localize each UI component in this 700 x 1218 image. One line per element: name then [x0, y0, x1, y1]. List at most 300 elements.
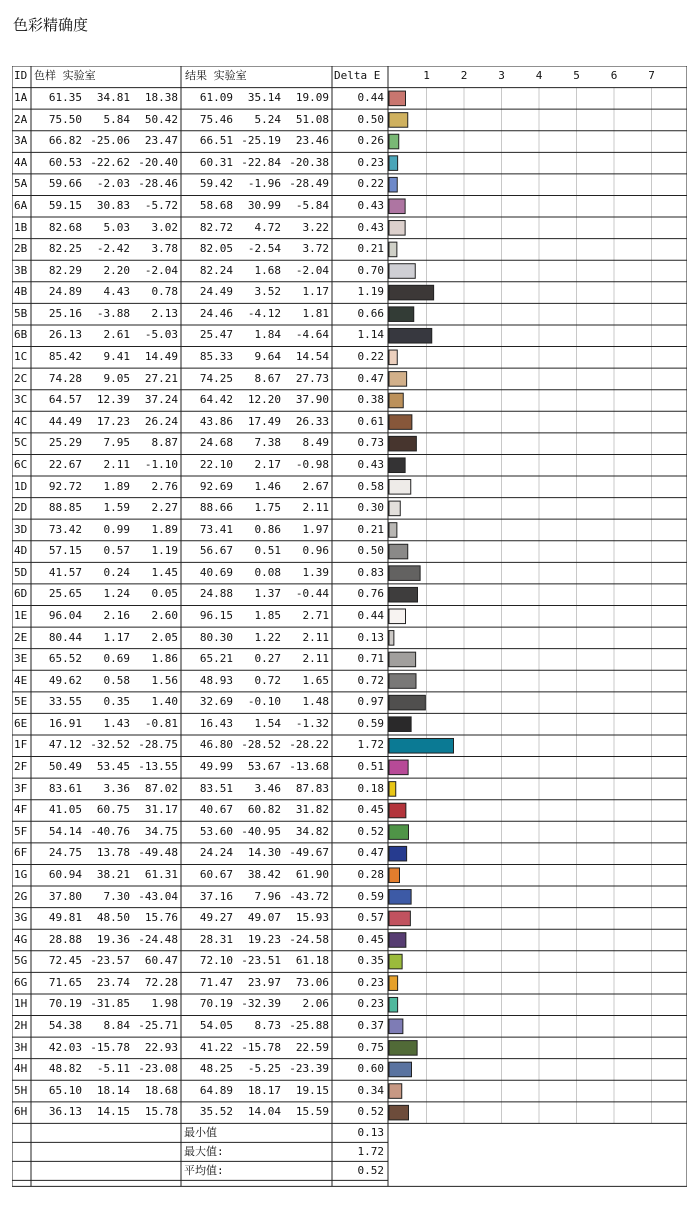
row-id: 4B	[14, 285, 28, 299]
row-id: 3G	[14, 911, 28, 925]
delta-bar	[389, 1041, 417, 1056]
sample-value: 44.49	[48, 414, 82, 428]
result-value: 2.11	[302, 630, 329, 644]
result-value: 35.14	[247, 91, 281, 105]
result-value: -5.84	[295, 198, 329, 212]
sample-value: 31.17	[144, 803, 178, 817]
delta-value: 0.75	[357, 1040, 384, 1054]
row-id: 6F	[14, 846, 28, 860]
summary-label: 平均值:	[184, 1163, 224, 1177]
delta-bar	[389, 285, 434, 300]
row-id: 3E	[14, 652, 28, 666]
sample-value: 9.05	[103, 371, 130, 385]
result-value: 2.06	[302, 997, 329, 1011]
result-value: 56.67	[199, 544, 233, 558]
result-value: 19.09	[295, 91, 329, 105]
axis-tick-label: 5	[573, 69, 580, 82]
axis-tick-label: 7	[648, 69, 655, 82]
result-value: 14.30	[247, 846, 281, 860]
delta-bar	[389, 566, 420, 581]
sample-value: 3.02	[151, 220, 178, 234]
result-value: 53.67	[247, 760, 281, 774]
result-value: 7.96	[254, 889, 281, 903]
result-value: 54.05	[199, 1019, 233, 1033]
sample-value: 1.89	[103, 479, 130, 493]
sample-value: 1.24	[103, 587, 130, 601]
delta-bar	[389, 782, 396, 797]
delta-bar	[389, 177, 397, 192]
result-value: 2.67	[302, 479, 329, 493]
sample-value: 8.87	[151, 436, 178, 450]
result-value: 1.81	[302, 306, 329, 320]
sample-value: 2.11	[103, 457, 130, 471]
sample-value: 60.94	[48, 867, 82, 881]
result-value: 23.46	[295, 134, 329, 148]
result-value: 32.69	[199, 695, 233, 709]
sample-value: 23.47	[144, 134, 178, 148]
sample-value: 82.68	[48, 220, 82, 234]
sample-value: 1.40	[151, 695, 178, 709]
axis-tick-label: 3	[498, 69, 505, 82]
sample-value: 0.24	[103, 565, 130, 579]
delta-value: 0.58	[357, 479, 384, 493]
sample-value: -20.40	[138, 155, 178, 169]
result-value: -0.98	[295, 457, 329, 471]
sample-value: 22.93	[144, 1040, 178, 1054]
row-id: 2B	[14, 242, 28, 256]
color-accuracy-chart	[12, 66, 687, 1198]
sample-value: 1.43	[103, 716, 130, 730]
delta-value: 0.22	[357, 350, 384, 364]
sample-value: 0.57	[103, 544, 130, 558]
summary-value: 0.13	[357, 1125, 384, 1139]
result-value: 4.72	[254, 220, 281, 234]
row-id: 3A	[14, 134, 28, 148]
sample-value: 5.03	[103, 220, 130, 234]
result-value: -22.84	[241, 155, 281, 169]
row-id: 4C	[14, 414, 28, 428]
result-value: 85.33	[199, 350, 233, 364]
result-value: 65.21	[199, 652, 233, 666]
row-id: 5C	[14, 436, 28, 450]
result-value: 23.97	[247, 975, 281, 989]
sample-value: 7.95	[103, 436, 130, 450]
result-value: 16.43	[199, 716, 233, 730]
delta-value: 0.44	[357, 91, 384, 105]
delta-value: 0.34	[357, 1083, 384, 1097]
sample-value: -23.08	[138, 1062, 178, 1076]
delta-bar	[389, 480, 411, 495]
result-value: 51.08	[295, 112, 329, 126]
delta-value: 0.72	[357, 673, 384, 687]
result-value: 61.90	[295, 867, 329, 881]
sample-value: 42.03	[48, 1040, 82, 1054]
sample-value: 0.99	[103, 522, 130, 536]
delta-bar	[389, 803, 406, 818]
row-id: 1F	[14, 738, 28, 752]
sample-value: 49.62	[48, 673, 82, 687]
result-value: 2.11	[302, 501, 329, 515]
row-id: 2A	[14, 112, 28, 126]
sample-value: 60.47	[144, 954, 178, 968]
delta-bar	[389, 674, 416, 689]
sample-value: 75.50	[48, 112, 82, 126]
sample-value: 57.15	[48, 544, 82, 558]
delta-value: 0.57	[357, 911, 384, 925]
delta-bar	[389, 695, 425, 710]
result-value: 24.46	[199, 306, 233, 320]
sample-value: 85.42	[48, 350, 82, 364]
delta-bar	[389, 1105, 409, 1120]
sample-value: 80.44	[48, 630, 82, 644]
sample-value: 25.16	[48, 306, 82, 320]
result-value: 83.51	[199, 781, 233, 795]
result-value: -25.88	[289, 1019, 329, 1033]
result-value: 3.52	[254, 285, 281, 299]
delta-value: 0.45	[357, 932, 384, 946]
result-value: 31.82	[295, 803, 329, 817]
row-id: 4D	[14, 544, 28, 558]
sample-value: 14.15	[96, 1105, 130, 1119]
result-value: 8.49	[302, 436, 329, 450]
row-id: 6D	[14, 587, 28, 601]
result-value: 66.51	[199, 134, 233, 148]
result-value: 75.46	[199, 112, 233, 126]
result-value: 1.84	[254, 328, 281, 342]
sample-value: 15.78	[144, 1105, 178, 1119]
result-value: -1.32	[295, 716, 329, 730]
sample-value: 8.84	[103, 1019, 130, 1033]
sample-value: 2.76	[151, 479, 178, 493]
result-value: -1.96	[247, 177, 281, 191]
sample-value: 1.59	[103, 501, 130, 515]
delta-value: 0.28	[357, 867, 384, 881]
delta-value: 0.60	[357, 1062, 384, 1076]
result-value: 48.93	[199, 673, 233, 687]
sample-value: -32.52	[90, 738, 130, 752]
sample-value: 74.28	[48, 371, 82, 385]
delta-value: 0.83	[357, 565, 384, 579]
delta-bar	[389, 652, 416, 667]
sample-value: 53.45	[96, 760, 130, 774]
result-value: -2.54	[247, 242, 281, 256]
sample-value: 61.31	[144, 867, 178, 881]
delta-bar	[389, 113, 408, 128]
delta-bar	[389, 328, 432, 343]
delta-value: 0.35	[357, 954, 384, 968]
header-delta: Delta E	[334, 69, 381, 82]
sample-value: 65.10	[48, 1083, 82, 1097]
summary-value: 0.52	[357, 1163, 384, 1177]
row-id: 4A	[14, 155, 28, 169]
row-id: 2H	[14, 1019, 28, 1033]
result-value: -15.78	[241, 1040, 281, 1054]
sample-value: -2.03	[96, 177, 130, 191]
sample-value: 18.68	[144, 1083, 178, 1097]
sample-value: 37.24	[144, 393, 178, 407]
delta-bar	[389, 760, 408, 775]
result-value: 37.90	[295, 393, 329, 407]
delta-value: 0.47	[357, 371, 384, 385]
delta-bar	[389, 307, 414, 322]
sample-value: 65.52	[48, 652, 82, 666]
delta-value: 0.18	[357, 781, 384, 795]
result-value: 1.65	[302, 673, 329, 687]
delta-bar	[389, 458, 405, 473]
row-id: 3B	[14, 263, 28, 277]
sample-value: 1.98	[151, 997, 178, 1011]
delta-value: 0.66	[357, 306, 384, 320]
result-value: 61.18	[295, 954, 329, 968]
sample-value: 0.78	[151, 285, 178, 299]
delta-value: 0.47	[357, 846, 384, 860]
sample-value: 25.29	[48, 436, 82, 450]
delta-value: 0.59	[357, 889, 384, 903]
row-id: 5G	[14, 954, 28, 968]
result-value: 7.38	[254, 436, 281, 450]
delta-bar	[389, 976, 398, 991]
sample-value: 3.78	[151, 242, 178, 256]
delta-bar	[389, 954, 402, 969]
sample-value: -5.03	[144, 328, 178, 342]
result-value: 41.22	[199, 1040, 233, 1054]
result-value: -0.44	[295, 587, 329, 601]
sample-value: 1.56	[151, 673, 178, 687]
sample-value: 48.50	[96, 911, 130, 925]
sample-value: 54.14	[48, 824, 82, 838]
summary-label: 最大值:	[184, 1144, 224, 1158]
sample-value: 59.15	[48, 198, 82, 212]
result-value: 30.99	[247, 198, 281, 212]
result-value: 24.49	[199, 285, 233, 299]
axis-tick-label: 1	[423, 69, 430, 82]
sample-value: 28.88	[48, 932, 82, 946]
delta-bar	[389, 911, 410, 926]
result-value: 0.27	[254, 652, 281, 666]
result-value: 24.24	[199, 846, 233, 860]
delta-value: 0.45	[357, 803, 384, 817]
delta-value: 0.76	[357, 587, 384, 601]
result-value: -28.22	[289, 738, 329, 752]
result-value: 2.11	[302, 652, 329, 666]
result-value: 49.27	[199, 911, 233, 925]
result-value: 1.48	[302, 695, 329, 709]
result-value: 25.47	[199, 328, 233, 342]
result-value: 38.42	[247, 867, 281, 881]
sample-value: 72.28	[144, 975, 178, 989]
delta-value: 0.23	[357, 975, 384, 989]
delta-bar	[389, 264, 415, 279]
result-value: 49.99	[199, 760, 233, 774]
delta-value: 0.30	[357, 501, 384, 515]
result-value: 14.54	[295, 350, 329, 364]
result-value: 82.24	[199, 263, 233, 277]
row-id: 3F	[14, 781, 28, 795]
sample-value: 33.55	[48, 695, 82, 709]
sample-value: 0.35	[103, 695, 130, 709]
sample-value: -22.62	[90, 155, 130, 169]
sample-value: 18.14	[96, 1083, 130, 1097]
result-value: 1.68	[254, 263, 281, 277]
result-value: 5.24	[254, 112, 281, 126]
sample-value: 48.82	[48, 1062, 82, 1076]
delta-value: 0.43	[357, 198, 384, 212]
result-value: 1.39	[302, 565, 329, 579]
delta-value: 0.44	[357, 609, 384, 622]
row-id: 1D	[14, 479, 28, 493]
sample-value: 19.36	[96, 932, 130, 946]
delta-value: 0.51	[357, 760, 384, 774]
delta-value: 0.23	[357, 155, 384, 169]
sample-value: 18.38	[144, 91, 178, 105]
delta-bar	[389, 631, 394, 646]
sample-value: 9.41	[103, 350, 130, 364]
result-value: 22.59	[295, 1040, 329, 1054]
result-value: 24.88	[199, 587, 233, 601]
result-value: 64.89	[199, 1083, 233, 1097]
row-id: 5D	[14, 565, 28, 579]
sample-value: 5.84	[103, 112, 130, 126]
result-value: 28.31	[199, 932, 233, 946]
result-value: -4.12	[247, 306, 281, 320]
result-value: 18.17	[247, 1083, 281, 1097]
delta-value: 0.97	[357, 695, 384, 709]
result-value: 53.60	[199, 824, 233, 838]
result-value: 61.09	[199, 91, 233, 105]
result-value: -2.04	[295, 263, 329, 277]
sample-value: 92.72	[48, 479, 82, 493]
sample-value: 49.81	[48, 911, 82, 925]
result-value: -5.25	[247, 1062, 281, 1076]
delta-value: 0.52	[357, 1105, 384, 1119]
delta-bar	[389, 199, 405, 214]
sample-value: -23.57	[90, 954, 130, 968]
result-value: 2.17	[254, 457, 281, 471]
sample-value: 60.75	[96, 803, 130, 817]
sample-value: 26.13	[48, 328, 82, 342]
row-id: 6H	[14, 1105, 28, 1119]
sample-value: 54.38	[48, 1019, 82, 1033]
sample-value: 50.42	[144, 112, 178, 126]
result-value: 19.15	[295, 1083, 329, 1097]
result-value: 2.71	[302, 609, 329, 622]
sample-value: 82.25	[48, 242, 82, 256]
result-value: 0.51	[254, 544, 281, 558]
row-id: 4H	[14, 1062, 28, 1076]
delta-bar	[389, 242, 397, 257]
sample-value: 59.66	[48, 177, 82, 191]
sample-value: -25.71	[138, 1019, 178, 1033]
sample-value: 2.13	[151, 306, 178, 320]
result-value: 8.67	[254, 371, 281, 385]
delta-value: 0.26	[357, 134, 384, 148]
result-value: 12.20	[247, 393, 281, 407]
result-value: -25.19	[241, 134, 281, 148]
sample-value: 24.75	[48, 846, 82, 860]
delta-bar	[389, 436, 416, 451]
sample-value: 22.67	[48, 457, 82, 471]
sample-value: -40.76	[90, 824, 130, 838]
result-value: 60.82	[247, 803, 281, 817]
delta-bar	[389, 846, 407, 861]
result-value: -0.10	[247, 695, 281, 709]
delta-bar	[389, 415, 412, 430]
sample-value: 1.17	[103, 630, 130, 644]
result-value: 0.86	[254, 522, 281, 536]
delta-bar	[389, 868, 400, 883]
delta-value: 1.14	[357, 328, 384, 342]
sample-value: -31.85	[90, 997, 130, 1011]
sample-value: 87.02	[144, 781, 178, 795]
row-id: 2E	[14, 630, 28, 644]
row-id: 1E	[14, 609, 28, 622]
result-value: 37.16	[199, 889, 233, 903]
sample-value: 12.39	[96, 393, 130, 407]
result-value: 26.33	[295, 414, 329, 428]
sample-value: 7.30	[103, 889, 130, 903]
header-id: ID	[14, 69, 28, 82]
delta-value: 0.38	[357, 393, 384, 407]
result-value: -23.51	[241, 954, 281, 968]
row-id: 3D	[14, 522, 28, 536]
sample-value: 88.85	[48, 501, 82, 515]
delta-value: 0.70	[357, 263, 384, 277]
sample-value: 61.35	[48, 91, 82, 105]
delta-bar	[389, 1084, 402, 1099]
sample-value: 1.89	[151, 522, 178, 536]
sample-value: 66.82	[48, 134, 82, 148]
sample-value: -3.88	[96, 306, 130, 320]
sample-value: 41.05	[48, 803, 82, 817]
delta-bar	[389, 523, 397, 538]
sample-value: 34.81	[96, 91, 130, 105]
delta-bar	[389, 134, 399, 149]
sample-value: 23.74	[96, 975, 130, 989]
delta-bar	[389, 501, 400, 516]
sample-value: 1.45	[151, 565, 178, 579]
delta-bar	[389, 825, 409, 840]
result-value: 82.05	[199, 242, 233, 256]
delta-value: 0.71	[357, 652, 384, 666]
row-id: 2F	[14, 760, 28, 774]
sample-value: -43.04	[138, 889, 178, 903]
result-value: 17.49	[247, 414, 281, 428]
sample-value: 1.86	[151, 652, 178, 666]
result-value: 27.73	[295, 371, 329, 385]
delta-value: 0.21	[357, 522, 384, 536]
result-value: 1.85	[254, 609, 281, 622]
result-value: 40.69	[199, 565, 233, 579]
axis-tick-label: 6	[610, 69, 618, 82]
sample-value: -2.04	[144, 263, 178, 277]
axis-tick-label: 4	[535, 69, 543, 82]
result-value: 14.04	[247, 1105, 281, 1119]
sample-value: 2.60	[151, 609, 178, 622]
row-id: 6C	[14, 457, 28, 471]
result-value: 59.42	[199, 177, 233, 191]
result-value: 49.07	[247, 911, 281, 925]
result-value: 1.37	[254, 587, 281, 601]
result-value: 87.83	[295, 781, 329, 795]
row-id: 3C	[14, 393, 28, 407]
delta-bar	[389, 587, 418, 602]
result-value: 82.72	[199, 220, 233, 234]
result-value: 1.22	[254, 630, 281, 644]
result-value: 24.68	[199, 436, 233, 450]
result-value: 46.80	[199, 738, 233, 752]
delta-value: 0.59	[357, 716, 384, 730]
result-value: 3.22	[302, 220, 329, 234]
